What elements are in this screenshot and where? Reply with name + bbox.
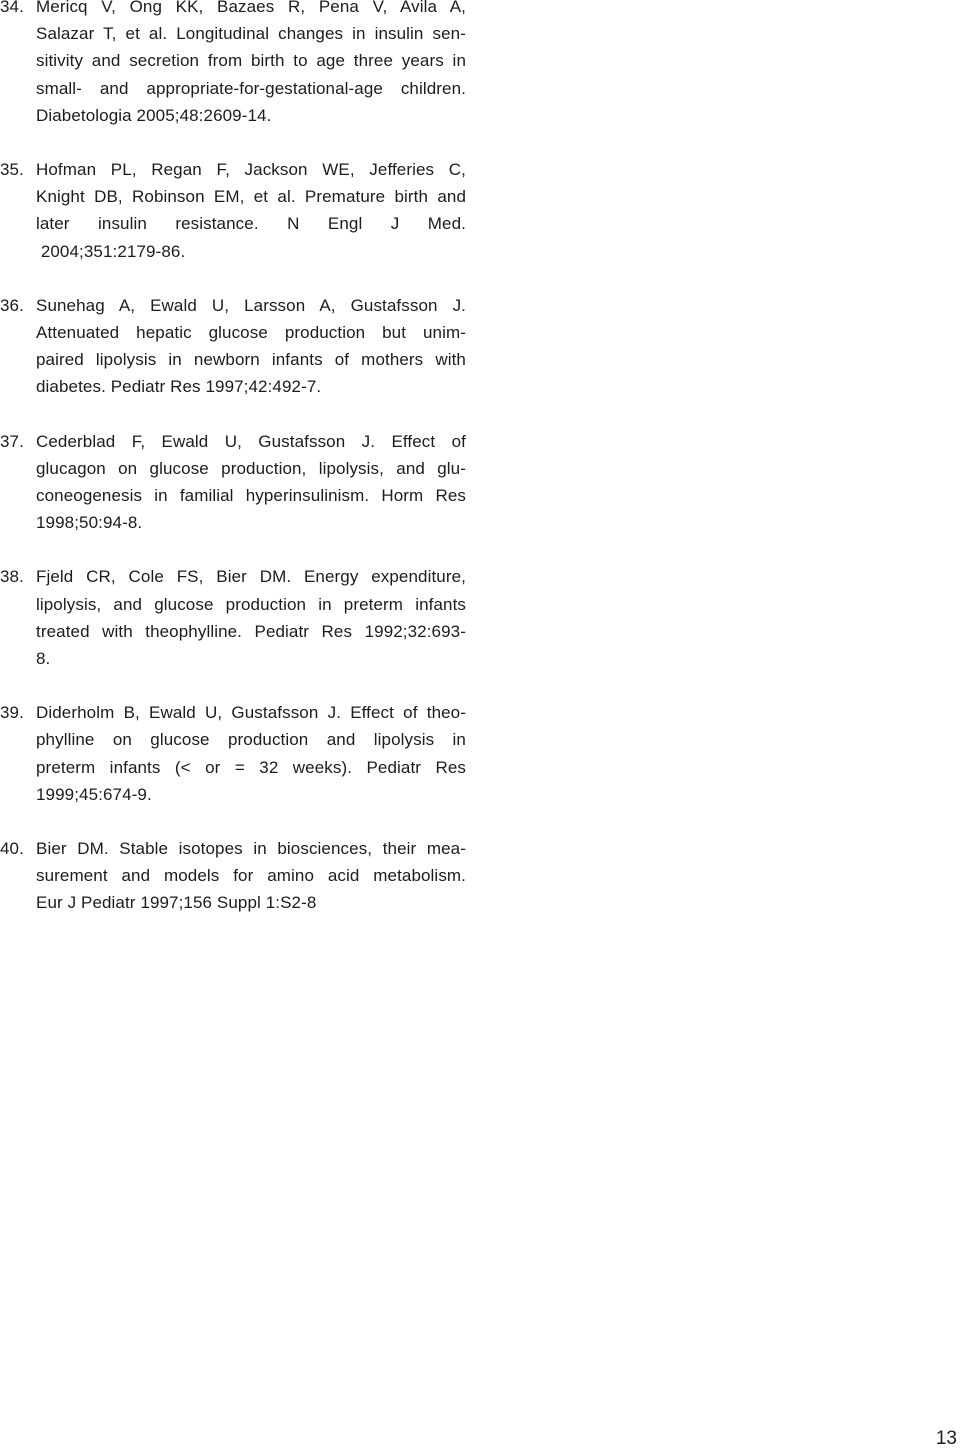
reference-text-line: 8. xyxy=(36,649,51,669)
reference-text-line: Cederblad F, Ewald U, Gustafsson J. Effect of xyxy=(36,431,466,451)
reference-number: 34. xyxy=(0,0,24,16)
reference-text-line: Mericq V, Ong KK, Bazaes R, Pena V, Avila A, xyxy=(36,0,466,16)
reference-item-38 xyxy=(0,563,466,672)
reference-text-line: surement and models for amino acid metabolism. xyxy=(36,866,466,886)
reference-text-line: phylline on glucose production and lipolysis in xyxy=(36,730,466,750)
reference-list xyxy=(0,0,466,917)
reference-text-line: Sunehag A, Ewald U, Larsson A, Gustafsson J. xyxy=(36,295,466,315)
reference-text-line: Diderholm B, Ewald U, Gustafsson J. Effect of theo- xyxy=(36,703,466,723)
reference-text-line: sitivity and secretion from birth to age three years in xyxy=(36,51,466,71)
reference-number: 39. xyxy=(0,703,24,723)
reference-text-line: paired lipolysis in newborn infants of mothers with xyxy=(36,350,466,370)
reference-text-line: Fjeld CR, Cole FS, Bier DM. Energy expenditure, xyxy=(36,567,466,587)
reference-text-line: Knight DB, Robinson EM, et al. Premature birth and xyxy=(36,187,466,207)
reference-number: 36. xyxy=(0,295,24,315)
reference-text-line: lipolysis, and glucose production in preterm infants xyxy=(36,594,466,614)
reference-item-36 xyxy=(0,292,466,401)
reference-number: 35. xyxy=(0,160,24,180)
reference-text-line: diabetes. Pediatr Res 1997;42:492-7. xyxy=(36,377,322,397)
reference-item-37 xyxy=(0,428,466,537)
reference-number: 38. xyxy=(0,567,24,587)
reference-text-line: coneogenesis in familial hyperinsulinism. Horm Res xyxy=(36,486,466,506)
reference-text-line: 2004;351:2179-86. xyxy=(36,241,186,261)
reference-text-line: small- and appropriate-for-gestational-age children. xyxy=(36,78,466,98)
reference-text-line: Eur J Pediatr 1997;156 Suppl 1:S2-8 xyxy=(36,893,317,913)
reference-item-39 xyxy=(0,699,466,808)
reference-text-line: preterm infants (< or = 32 weeks). Pediatr Res xyxy=(36,757,466,777)
reference-text-line: Bier DM. Stable isotopes in biosciences, their mea- xyxy=(36,839,466,859)
reference-item-34 xyxy=(0,0,466,129)
reference-item-35 xyxy=(0,156,466,265)
reference-text-line: Attenuated hepatic glucose production but unim- xyxy=(36,323,466,343)
reference-text-line: 1999;45:674-9. xyxy=(36,784,152,804)
reference-text-line: 1998;50:94-8. xyxy=(36,513,143,533)
reference-text-line: Hofman PL, Regan F, Jackson WE, Jefferies C, xyxy=(36,160,466,180)
reference-text-line: Salazar T, et al. Longitudinal changes in insulin sen- xyxy=(36,24,466,44)
reference-number: 37. xyxy=(0,431,24,451)
reference-text-line: Diabetologia 2005;48:2609-14. xyxy=(36,105,272,125)
reference-item-40 xyxy=(0,835,466,917)
reference-text-line: glucagon on glucose production, lipolysis, and glu- xyxy=(36,458,466,478)
reference-text-line: later insulin resistance. N Engl J Med. xyxy=(36,214,466,234)
reference-number: 40. xyxy=(0,839,24,859)
reference-text-line: treated with theophylline. Pediatr Res 1992;32:693- xyxy=(36,621,466,641)
page-number: 13 xyxy=(935,1428,957,1449)
